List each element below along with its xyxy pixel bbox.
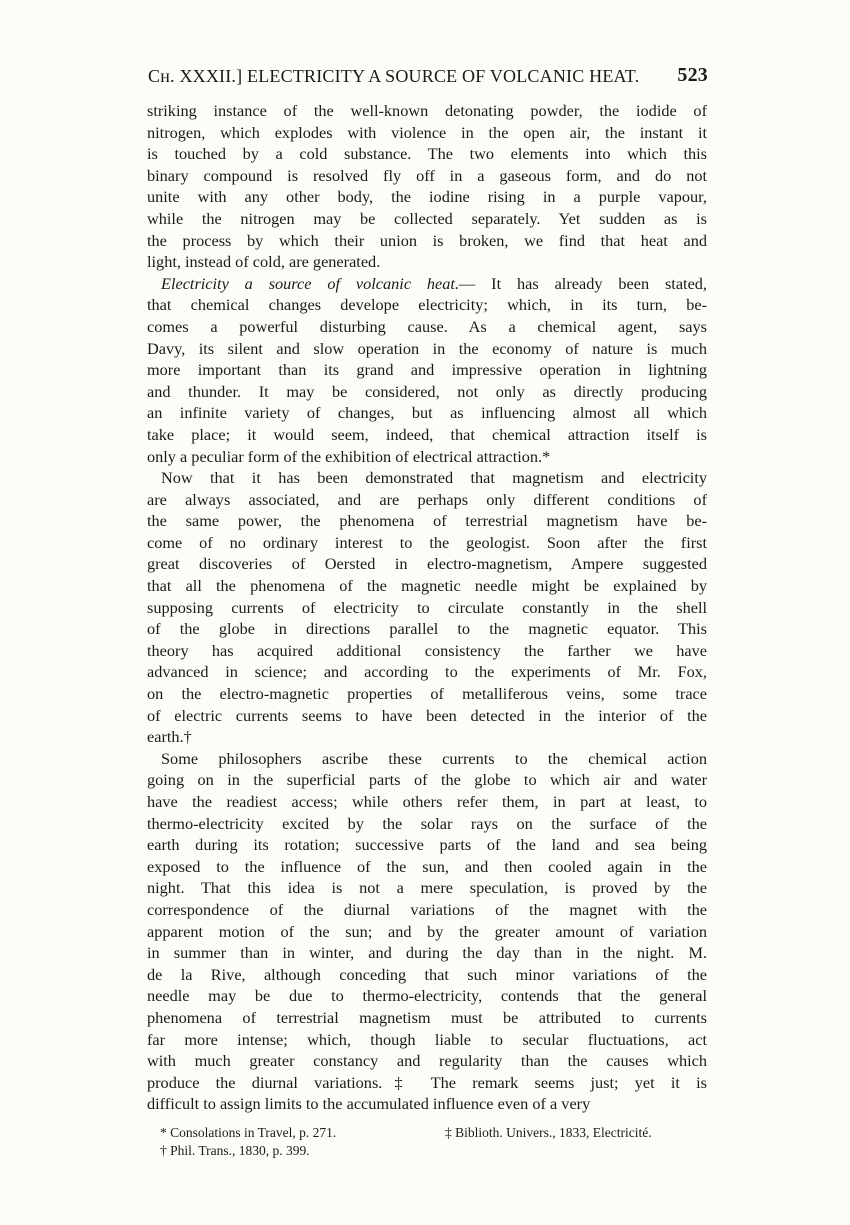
- section-heading-line: [147, 273, 707, 295]
- text-line: earth during its rotation; successive parts of the land and sea being: [147, 835, 707, 855]
- text-line: striking instance of the well-known detonating powder, the iodide of: [147, 101, 707, 120]
- text-line: far more intense; which, though liable to secular fluctuations, act: [147, 1029, 707, 1049]
- running-head-title: Cʜ. XXXII.] ELECTRICITY A SOURCE OF VOLCANIC HEAT.: [148, 66, 640, 86]
- section-heading: Electricity a source of volcanic heat.: [161, 273, 460, 293]
- text-line: more important than its grand and impressive operation in lightning: [147, 360, 707, 380]
- text-line: needle may be due to thermo-electricity, contends that the general: [147, 986, 707, 1006]
- text-line: take place; it would seem, indeed, that chemical attraction itself is: [147, 424, 707, 444]
- text-line: theory has acquired additional consistency the farther we have: [147, 640, 707, 660]
- text-line: apparent motion of the sun; and by the greater amount of variation: [147, 921, 707, 941]
- text-line: come of no ordinary interest to the geologist. Soon after the first: [147, 532, 707, 552]
- text-line: supposing currents of electricity to circulate constantly in the shell: [147, 597, 707, 617]
- text-line: phenomena of terrestrial magnetism must be attributed to currents: [147, 1007, 707, 1027]
- text-line: that chemical changes develope electricity; which, in its turn, be-: [147, 295, 707, 315]
- text-line: with much greater constancy and regularity than the causes which: [147, 1051, 707, 1071]
- text-line: an infinite variety of changes, but as influencing almost all which: [147, 403, 707, 423]
- text-line: comes a powerful disturbing cause. As a chemical agent, says: [147, 316, 707, 336]
- text-line: Some philosophers ascribe these currents to the chemical action: [161, 748, 707, 768]
- running-header: [148, 66, 708, 96]
- text-line: have the readiest access; while others refer them, in part at least, to: [147, 792, 707, 811]
- text-line: only a peculiar form of the exhibition of electrical attraction.*: [147, 446, 551, 466]
- text-line: going on in the superficial parts of the globe to which air and water: [147, 770, 707, 790]
- text-line: binary compound is resolved fly off in a gaseous form, and do not: [147, 165, 707, 185]
- text-line: while the nitrogen may be collected separately. Yet sudden as is: [147, 208, 707, 228]
- text-line: difficult to assign limits to the accumulated influence even of a very: [147, 1094, 591, 1114]
- body-text: [147, 100, 707, 1115]
- text-line: of the globe in directions parallel to the magnetic equator. This: [147, 619, 707, 639]
- footnote-double-dagger: ‡ Biblioth. Univers., 1833, Electricité.: [445, 1125, 652, 1140]
- text-line: that all the phenomena of the magnetic needle might be explained by: [147, 576, 707, 596]
- text-line: the same power, the phenomena of terrestrial magnetism have be-: [147, 511, 707, 531]
- text-line: Davy, its silent and slow operation in the economy of nature is much: [147, 338, 707, 358]
- text-line: in summer than in winter, and during the day than in the night. M.: [147, 943, 707, 963]
- text-line: thermo-electricity excited by the solar rays on the surface of the: [147, 813, 707, 833]
- text-line: light, instead of cold, are generated.: [147, 252, 381, 272]
- text-line: earth.†: [147, 727, 192, 747]
- text-line: great discoveries of Oersted in electro-magnetism, Ampere suggested: [147, 554, 707, 574]
- text-line: advanced in science; and according to the experiments of Mr. Fox,: [147, 662, 707, 682]
- text-line: the process by which their union is broken, we find that heat and: [147, 230, 707, 250]
- text-line: exposed to the influence of the sun, and then cooled again in the: [147, 856, 707, 876]
- text-line: on the electro-magnetic properties of metalliferous veins, some trace: [147, 684, 707, 704]
- footnote-dagger: † Phil. Trans., 1830, p. 399.: [160, 1143, 310, 1158]
- text-line: nitrogen, which explodes with violence in the open air, the instant it: [147, 122, 707, 142]
- text-line: Now that it has been demonstrated that magnetism and electricity: [161, 468, 707, 488]
- text-line: and thunder. It may be considered, not only as directly producing: [147, 381, 707, 401]
- page-number: 523: [677, 64, 708, 86]
- text-line: unite with any other body, the iodine rising in a purple vapour,: [147, 187, 707, 207]
- text-line: of electric currents seems to have been detected in the interior of the: [147, 705, 707, 725]
- text-line: produce the diurnal variations.‡ The remark seems just; yet it is: [147, 1072, 707, 1092]
- footnote-star: * Consolations in Travel, p. 271.: [160, 1125, 337, 1140]
- text-line: night. That this idea is not a mere speculation, is proved by the: [147, 878, 707, 898]
- text-line: are always associated, and are perhaps only different conditions of: [147, 489, 707, 509]
- text-line: de la Rive, although conceding that such minor variations of the: [147, 964, 707, 984]
- section-heading-rest: — It has already been stated,: [459, 273, 707, 293]
- text-line: is touched by a cold substance. The two elements into which this: [147, 144, 707, 164]
- text-line: correspondence of the diurnal variations of the magnet with the: [147, 899, 707, 919]
